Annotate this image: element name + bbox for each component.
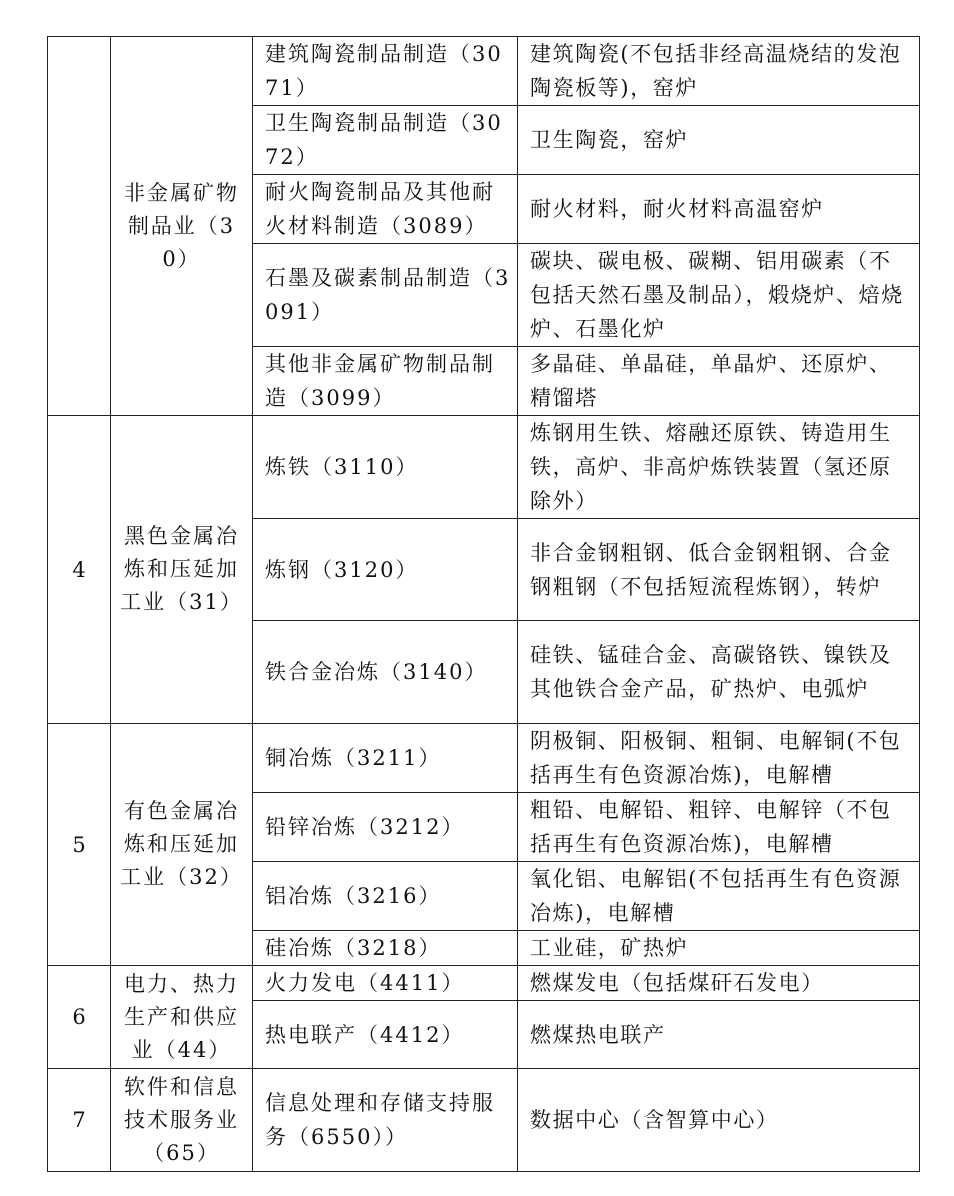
sub-industry: 铝冶炼（3216） [253, 862, 518, 931]
product-equipment: 氧化铝、电解铝(不包括再生有色资源冶炼)，电解槽 [518, 862, 920, 931]
industry-name: 黑色金属冶炼和压延加工业（31） [111, 416, 253, 724]
sub-industry: 建筑陶瓷制品制造（3071） [253, 37, 518, 106]
table-row [48, 966, 920, 1001]
sub-industry: 铜冶炼（3211） [253, 724, 518, 793]
product-equipment: 硅铁、锰硅合金、高碳铬铁、镍铁及其他铁合金产品，矿热炉、电弧炉 [518, 621, 920, 724]
sub-industry: 硅冶炼（3218） [253, 931, 518, 966]
product-equipment: 非合金钢粗钢、低合金钢粗钢、合金钢粗钢（不包括短流程炼钢），转炉 [518, 519, 920, 621]
product-equipment: 粗铅、电解铅、粗锌、电解锌（不包括再生有色资源冶炼)，电解槽 [518, 793, 920, 862]
sub-industry: 火力发电（4411） [253, 966, 518, 1001]
sub-industry: 石墨及碳素制品制造（3091） [253, 244, 518, 347]
product-equipment: 耐火材料，耐火材料高温窑炉 [518, 175, 920, 244]
serial-number: 7 [48, 1069, 111, 1172]
sub-industry: 卫生陶瓷制品制造（3072） [253, 106, 518, 175]
serial-number: 5 [48, 724, 111, 966]
industry-name: 软件和信息技术服务业（65） [111, 1069, 253, 1172]
product-equipment: 阴极铜、阳极铜、粗铜、电解铜(不包括再生有色资源冶炼)，电解槽 [518, 724, 920, 793]
industry-name: 非金属矿物制品业（30） [111, 37, 253, 416]
sub-industry: 铅锌冶炼（3212） [253, 793, 518, 862]
product-equipment: 数据中心（含智算中心） [518, 1069, 920, 1172]
sub-industry: 铁合金冶炼（3140） [253, 621, 518, 724]
sub-industry: 其他非金属矿物制品制造（3099） [253, 347, 518, 416]
product-equipment: 卫生陶瓷，窑炉 [518, 106, 920, 175]
table-row [48, 724, 920, 793]
table-row [48, 37, 920, 106]
product-equipment: 碳块、碳电极、碳糊、铝用碳素（不包括天然石墨及制品），煅烧炉、焙烧炉、石墨化炉 [518, 244, 920, 347]
product-equipment: 工业硅，矿热炉 [518, 931, 920, 966]
industry-name: 电力、热力生产和供应业（44） [111, 966, 253, 1069]
product-equipment: 多晶硅、单晶硅，单晶炉、还原炉、精馏塔 [518, 347, 920, 416]
serial-number [48, 37, 111, 416]
product-equipment: 燃煤发电（包括煤矸石发电） [518, 966, 920, 1001]
table-row [48, 416, 920, 519]
sub-industry: 炼铁（3110） [253, 416, 518, 519]
product-equipment: 燃煤热电联产 [518, 1001, 920, 1069]
sub-industry: 热电联产（4412） [253, 1001, 518, 1069]
sub-industry: 信息处理和存储支持服务（6550）） [253, 1069, 518, 1172]
serial-number: 6 [48, 966, 111, 1069]
table-row [48, 1069, 920, 1172]
serial-number: 4 [48, 416, 111, 724]
industry-name: 有色金属冶炼和压延加工业（32） [111, 724, 253, 966]
product-equipment: 炼钢用生铁、熔融还原铁、铸造用生铁，高炉、非高炉炼铁装置（氢还原除外） [518, 416, 920, 519]
industry-table [47, 36, 920, 1172]
sub-industry: 炼钢（3120） [253, 519, 518, 621]
product-equipment: 建筑陶瓷(不包括非经高温烧结的发泡陶瓷板等)，窑炉 [518, 37, 920, 106]
sub-industry: 耐火陶瓷制品及其他耐火材料制造（3089） [253, 175, 518, 244]
